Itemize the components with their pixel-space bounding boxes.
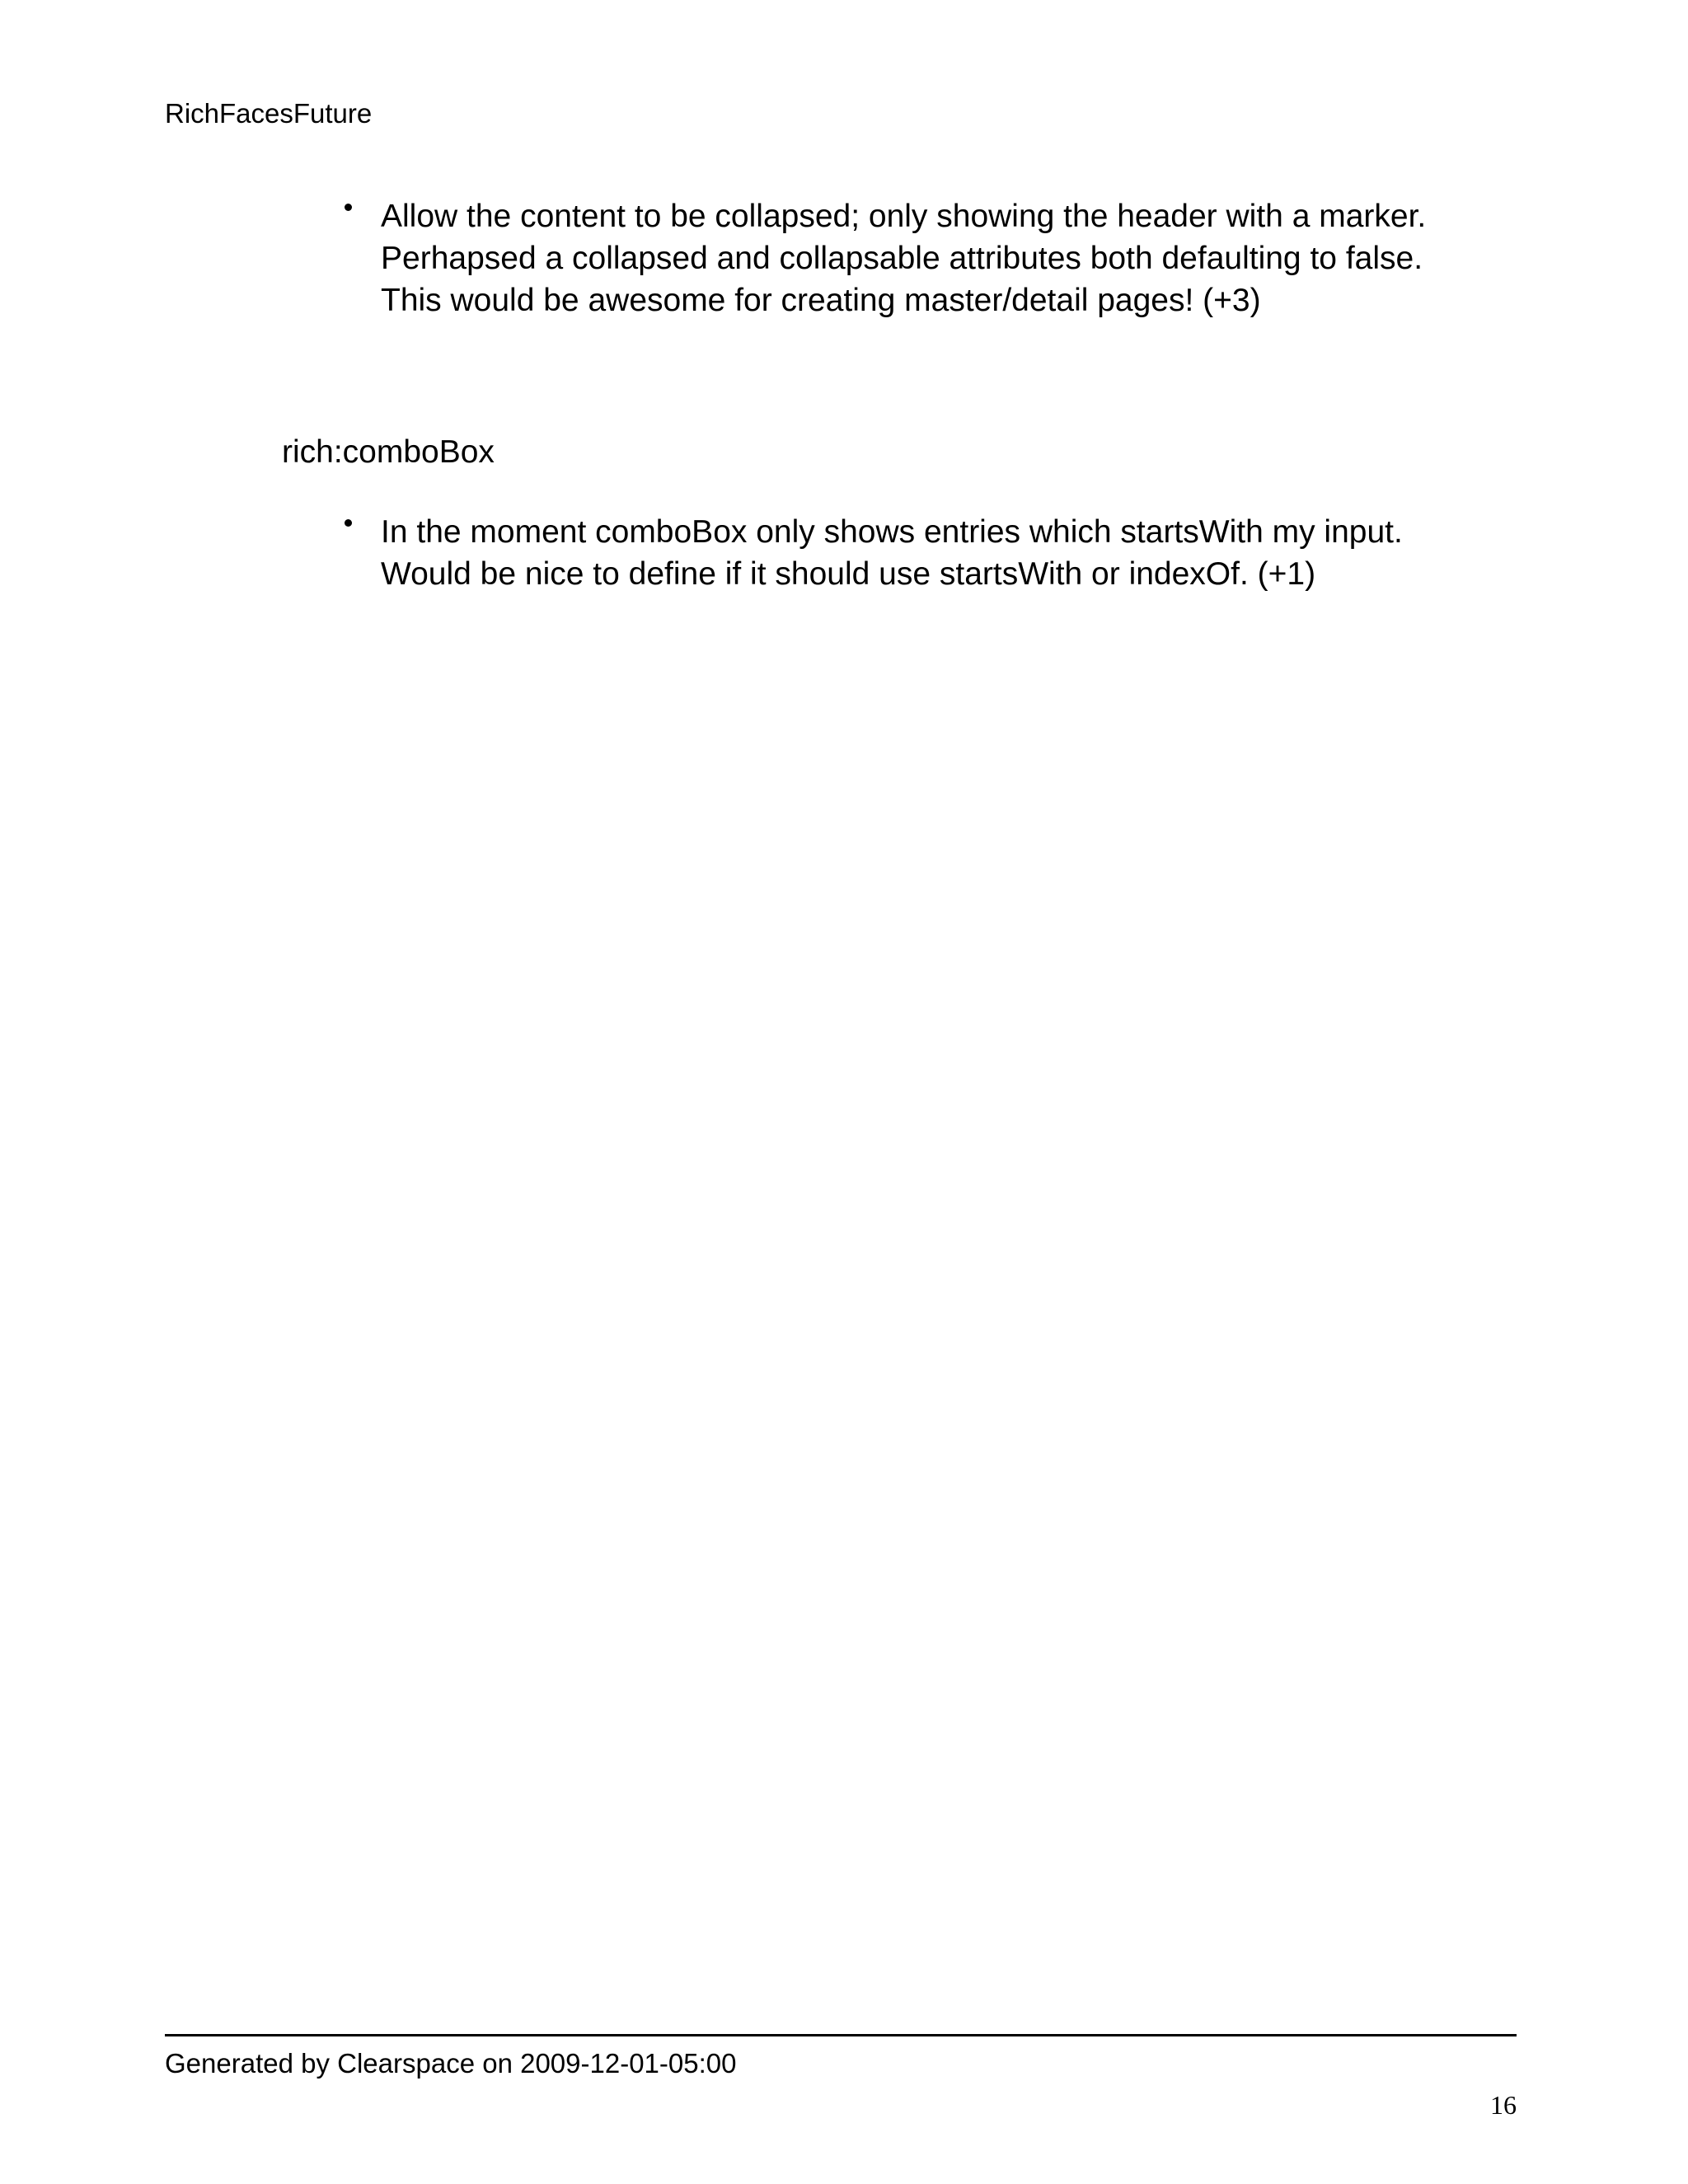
list-item [338, 195, 1535, 321]
list-item [338, 511, 1535, 595]
bullet-text-line: In the moment comboBox only shows entries which startsWith my input. [381, 514, 1403, 550]
bullet-list [338, 511, 1535, 595]
bullet-text-line: This would be awesome for creating master/detail pages! (+3) [381, 283, 1261, 318]
page-number: 16 [1490, 2090, 1517, 2120]
bullet-icon [345, 519, 352, 527]
bullet-text-line: Allow the content to be collapsed; only showing the header with a marker. [381, 199, 1427, 234]
page-header-title: RichFacesFuture [165, 98, 373, 129]
bullet-icon [345, 204, 352, 211]
footer-generated-text: Generated by Clearspace on 2009-12-01-05:00 [165, 2048, 737, 2079]
bullet-text-line: Would be nice to define if it should use startsWith or indexOf. (+1) [381, 556, 1316, 592]
bullet-text-line: Perhapsed a collapsed and collapsable attributes both defaulting to false. [381, 241, 1423, 276]
footer-divider [165, 2034, 1517, 2036]
bullet-list [338, 195, 1535, 321]
section-heading-combobox: rich:comboBox [282, 434, 495, 470]
